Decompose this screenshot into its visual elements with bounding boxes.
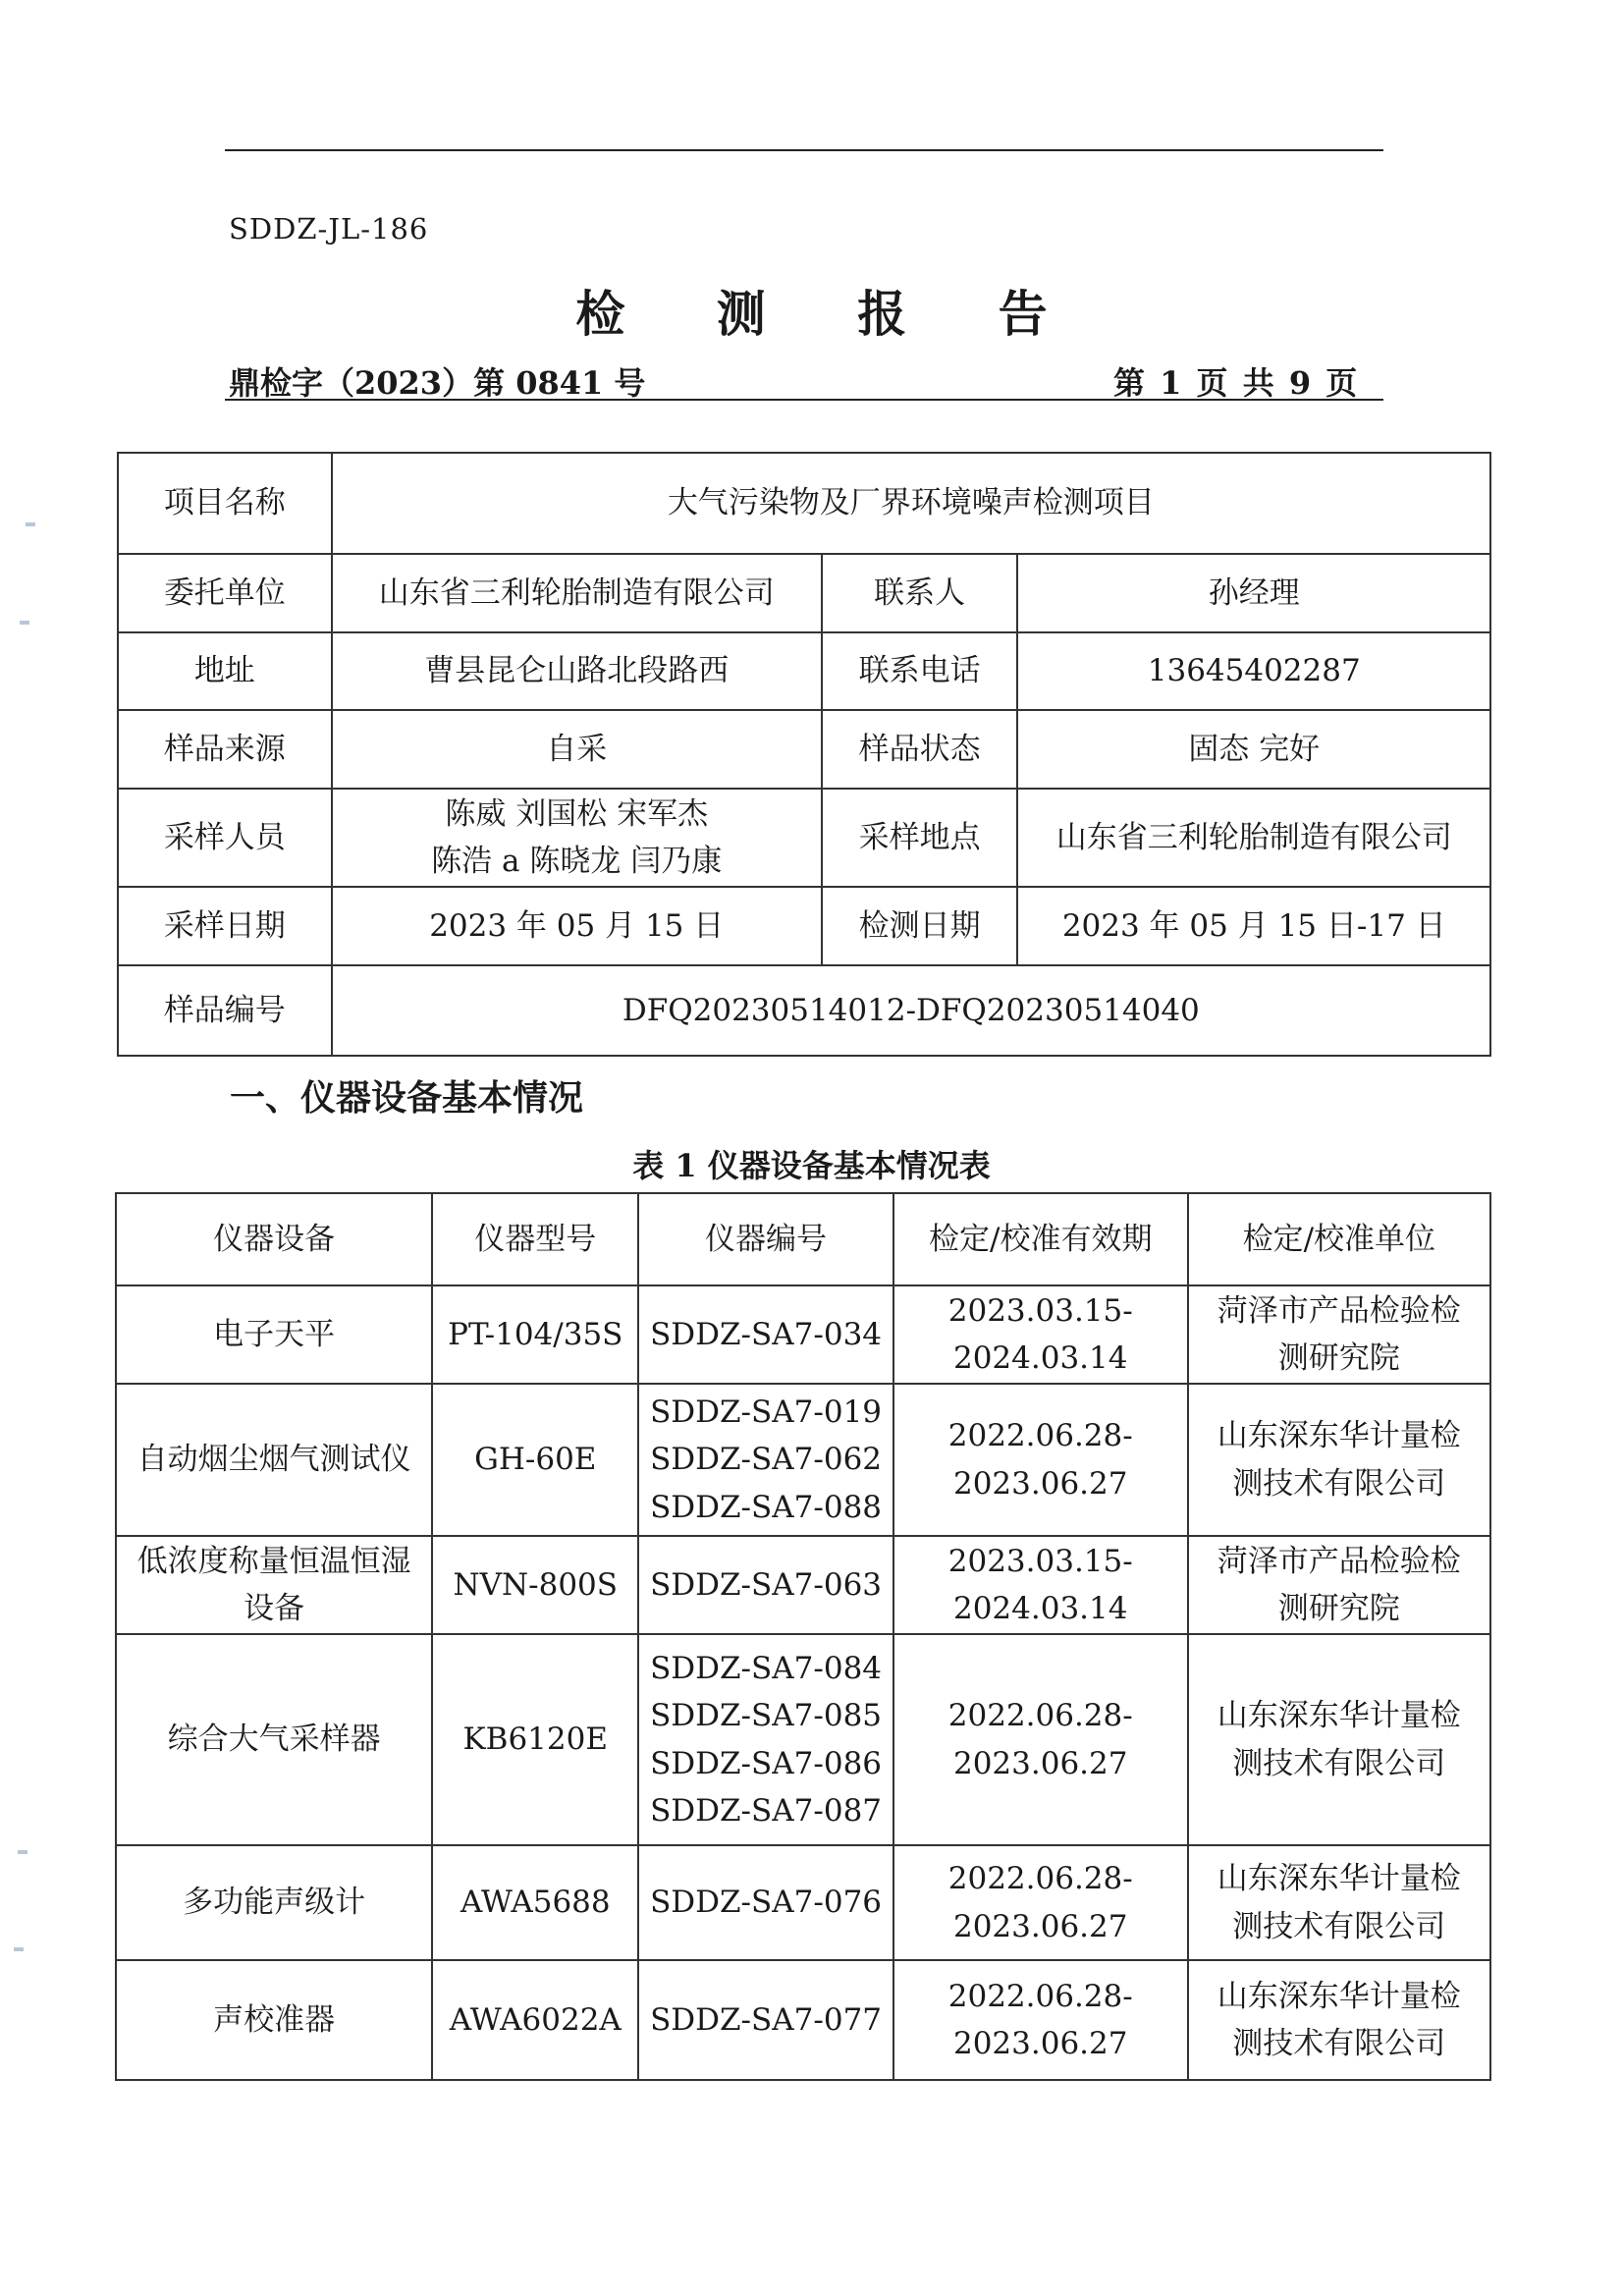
equipment-name: 电子天平 — [116, 1285, 432, 1384]
table-caption: 表 1 仪器设备基本情况表 — [632, 1147, 991, 1184]
calibration-validity-line: 2024.03.14 — [952, 1591, 1128, 1626]
scan-mark — [20, 621, 29, 625]
seal-stamp-fragment — [1601, 957, 1623, 1242]
table-row — [116, 1285, 1490, 1384]
page-info: 第 1 页 共 9 页 — [1113, 364, 1360, 402]
calibration-validity-line: 2022.06.28- — [947, 1418, 1133, 1454]
calibration-unit-line: 山东深东华计量检 — [1217, 1418, 1461, 1454]
equipment-name: 低浓度称量恒温恒湿设备 — [116, 1536, 432, 1634]
equipment-number-line: SDDZ-SA7-088 — [650, 1489, 883, 1525]
equipment-name: 自动烟尘烟气测试仪 — [116, 1384, 432, 1536]
table-row — [116, 1384, 1490, 1536]
table-row — [118, 554, 1490, 632]
calibration-validity-line: 2023.06.27 — [952, 1745, 1128, 1781]
table-row — [116, 1960, 1490, 2080]
address-label: 地址 — [118, 632, 332, 710]
calibration-validity — [893, 1960, 1188, 2080]
document-code: SDDZ-JL-186 — [229, 212, 429, 246]
sample-source-value: 自采 — [332, 710, 822, 789]
equipment-name: 综合大气采样器 — [116, 1634, 432, 1845]
calibration-validity — [893, 1634, 1188, 1845]
equipment-number — [638, 1845, 893, 1960]
calibration-unit-line: 菏泽市产品检验检 — [1217, 1292, 1461, 1329]
sample-state-value: 固态 完好 — [1017, 710, 1490, 789]
equipment-number-line: SDDZ-SA7-084 — [650, 1651, 883, 1687]
report-number: 鼎检字（2023）第 0841 号 — [229, 364, 646, 402]
column-header: 检定/校准单位 — [1188, 1193, 1490, 1285]
phone-label: 联系电话 — [822, 632, 1018, 710]
equipment-model: KB6120E — [432, 1634, 638, 1845]
column-header: 仪器设备 — [116, 1193, 432, 1285]
calibration-unit-line: 测技术有限公司 — [1232, 1465, 1446, 1502]
table-row — [118, 632, 1490, 710]
calibration-unit-line: 菏泽市产品检验检 — [1217, 1543, 1461, 1579]
equipment-number-line: SDDZ-SA7-077 — [650, 2001, 883, 2038]
equipment-number — [638, 1536, 893, 1634]
equipment-model: AWA5688 — [432, 1845, 638, 1960]
sample-source-label: 样品来源 — [118, 710, 332, 789]
equipment-model: GH-60E — [432, 1384, 638, 1536]
calibration-unit-line: 测技术有限公司 — [1232, 1908, 1446, 1944]
calibration-validity — [893, 1285, 1188, 1384]
sampling-site-value: 山东省三利轮胎制造有限公司 — [1017, 789, 1490, 887]
equipment-number-line: SDDZ-SA7-062 — [650, 1442, 883, 1478]
calibration-validity — [893, 1536, 1188, 1634]
equipment-number-line: SDDZ-SA7-034 — [650, 1316, 883, 1352]
sample-info-table — [117, 452, 1491, 1057]
table-row — [116, 1536, 1490, 1634]
sample-state-label: 样品状态 — [822, 710, 1018, 789]
equipment-model: PT-104/35S — [432, 1285, 638, 1384]
samplers-line: 陈浩 a 陈晓龙 闫乃康 — [431, 844, 723, 879]
samplers-value — [332, 789, 822, 887]
sample-number-label: 样品编号 — [118, 965, 332, 1056]
equipment-number-line: SDDZ-SA7-019 — [650, 1394, 883, 1431]
calibration-unit — [1188, 1536, 1490, 1634]
column-header: 仪器型号 — [432, 1193, 638, 1285]
column-header: 检定/校准有效期 — [893, 1193, 1188, 1285]
calibration-unit-line: 测研究院 — [1277, 1591, 1400, 1626]
header-underline — [225, 399, 1383, 401]
scan-mark — [26, 522, 35, 526]
equipment-number-line: SDDZ-SA7-085 — [650, 1698, 883, 1734]
table-header-row — [116, 1193, 1490, 1285]
test-date-value: 2023 年 05 月 15 日-17 日 — [1017, 887, 1490, 965]
calibration-validity-line: 2022.06.28- — [947, 1698, 1133, 1734]
client-label: 委托单位 — [118, 554, 332, 632]
calibration-unit-line: 测技术有限公司 — [1232, 1745, 1446, 1781]
equipment-model: AWA6022A — [432, 1960, 638, 2080]
calibration-validity-line: 2024.03.14 — [952, 1340, 1128, 1376]
equipment-name: 多功能声级计 — [116, 1845, 432, 1960]
equipment-number — [638, 1960, 893, 2080]
table-row — [116, 1634, 1490, 1845]
address-value: 曹县昆仑山路北段路西 — [332, 632, 822, 710]
table-row — [116, 1845, 1490, 1960]
contact-value: 孙经理 — [1017, 554, 1490, 632]
table-row — [118, 887, 1490, 965]
section-heading: 一、仪器设备基本情况 — [230, 1077, 584, 1119]
scan-mark — [14, 1947, 24, 1951]
equipment-number-line: SDDZ-SA7-087 — [650, 1792, 883, 1829]
sampling-site-label: 采样地点 — [822, 789, 1018, 887]
samplers-line: 陈威 刘国松 宋军杰 — [445, 795, 709, 832]
calibration-unit — [1188, 1845, 1490, 1960]
contact-label: 联系人 — [822, 554, 1018, 632]
phone-value: 13645402287 — [1017, 632, 1490, 710]
sampling-date-value: 2023 年 05 月 15 日 — [332, 887, 822, 965]
project-name-label: 项目名称 — [118, 453, 332, 554]
table-row — [118, 789, 1490, 887]
calibration-unit-line: 测技术有限公司 — [1232, 2026, 1446, 2061]
report-title: 检 测 报 告 — [575, 285, 1085, 343]
calibration-validity-line: 2022.06.28- — [947, 1861, 1133, 1897]
equipment-number — [638, 1384, 893, 1536]
equipment-number — [638, 1634, 893, 1845]
calibration-validity — [893, 1384, 1188, 1536]
calibration-validity-line: 2023.03.15- — [947, 1543, 1133, 1579]
project-name-value: 大气污染物及厂界环境噪声检测项目 — [332, 453, 1490, 554]
table-row — [118, 710, 1490, 789]
equipment-model: NVN-800S — [432, 1536, 638, 1634]
calibration-unit — [1188, 1384, 1490, 1536]
scan-mark — [18, 1850, 27, 1854]
table-row — [118, 965, 1490, 1056]
equipment-number-line: SDDZ-SA7-086 — [650, 1745, 883, 1781]
calibration-unit-line: 山东深东华计量检 — [1217, 1698, 1461, 1734]
test-date-label: 检测日期 — [822, 887, 1018, 965]
samplers-label: 采样人员 — [118, 789, 332, 887]
sample-number-value: DFQ20230514012-DFQ20230514040 — [332, 965, 1490, 1056]
calibration-unit-line: 测研究院 — [1277, 1340, 1400, 1376]
calibration-unit — [1188, 1285, 1490, 1384]
top-rule — [225, 149, 1383, 151]
equipment-name: 声校准器 — [116, 1960, 432, 2080]
equipment-number — [638, 1285, 893, 1384]
calibration-validity-line: 2022.06.28- — [947, 1978, 1133, 2014]
calibration-validity — [893, 1845, 1188, 1960]
calibration-unit-line: 山东深东华计量检 — [1217, 1861, 1461, 1897]
column-header: 仪器编号 — [638, 1193, 893, 1285]
table-row — [118, 453, 1490, 554]
calibration-unit-line: 山东深东华计量检 — [1217, 1978, 1461, 2014]
equipment-number-line: SDDZ-SA7-076 — [650, 1885, 883, 1921]
equipment-table — [115, 1192, 1491, 2081]
calibration-validity-line: 2023.06.27 — [952, 1465, 1128, 1502]
calibration-validity-line: 2023.06.27 — [952, 1908, 1128, 1944]
calibration-validity-line: 2023.06.27 — [952, 2026, 1128, 2061]
calibration-validity-line: 2023.03.15- — [947, 1292, 1133, 1329]
client-value: 山东省三利轮胎制造有限公司 — [332, 554, 822, 632]
calibration-unit — [1188, 1960, 1490, 2080]
equipment-number-line: SDDZ-SA7-063 — [650, 1566, 883, 1603]
calibration-unit — [1188, 1634, 1490, 1845]
sampling-date-label: 采样日期 — [118, 887, 332, 965]
